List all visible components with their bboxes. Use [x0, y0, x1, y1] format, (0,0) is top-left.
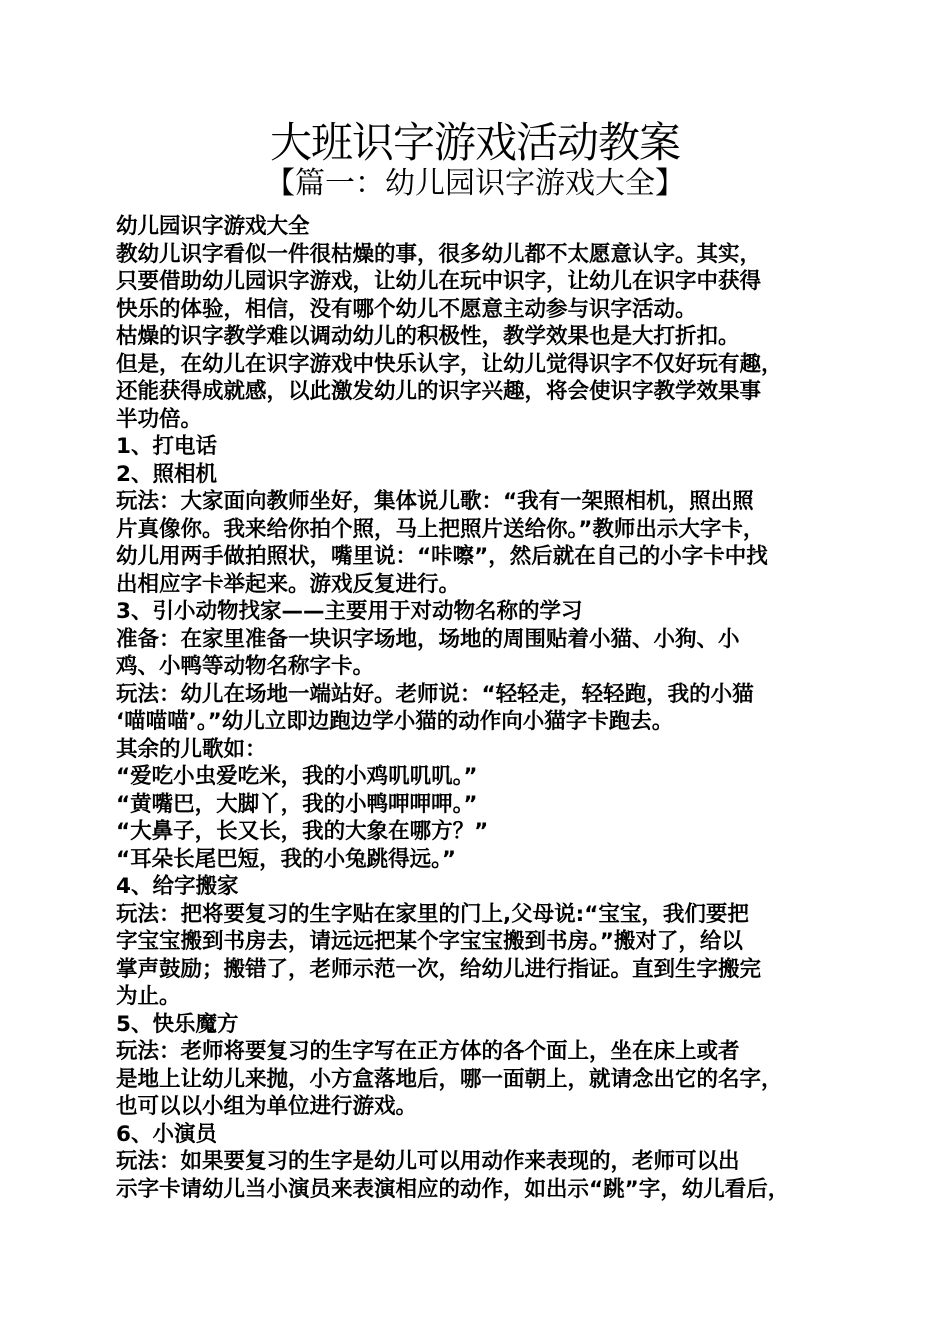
text-line: 出相应字卡举起来。游戏反复进行。: [116, 571, 461, 597]
text-line: 6、小演员: [116, 1121, 217, 1147]
text-line: 是地上让幼儿来抛，小方盒落地后，哪一面朝上，就请念出它的名字，: [116, 1066, 783, 1092]
text-line: 还能获得成就感，以此激发幼儿的识字兴趣，将会使识字教学效果事: [116, 379, 762, 404]
text-line: 为止。: [116, 984, 181, 1009]
document-body: [116, 213, 841, 1203]
text-line: 半功倍。: [116, 406, 203, 432]
text-line: 掌声鼓励；搬错了，老师示范一次，给幼儿进行指证。直到生字搬完: [116, 956, 762, 982]
text-line: 玩法：大家面向教师坐好，集体说儿歌：“我有一架照相机，照出照: [116, 489, 754, 514]
text-line: 幼儿园识字游戏大全: [116, 214, 310, 239]
text-line: 准备：在家里准备一块识字场地，场地的周围贴着小猫、小狗、小: [116, 626, 740, 652]
text-line: ‘喵喵喵’。”幼儿立即边跑边学小猫的动作向小猫字卡跑去。: [116, 709, 674, 734]
text-line: 幼儿用两手做拍照状，嘴里说：“咔嚓”，然后就在自己的小字卡中找: [116, 544, 768, 569]
text-line: “黄嘴巴，大脚丫，我的小鸭呷呷呷。”: [116, 791, 478, 817]
text-line: 玩法：老师将要复习的生字写在正方体的各个面上，坐在床上或者: [116, 1039, 740, 1064]
document-title: 大班识字游戏活动教案: [269, 118, 680, 167]
text-line: 鸡、小鸭等动物名称字卡。: [116, 654, 375, 679]
text-line: 3、引小动物找家——主要用于对动物名称的学习: [116, 599, 583, 624]
text-line: 4、给字搬家: [116, 874, 239, 899]
text-line: 玩法：幼儿在场地一端站好。老师说：“轻轻走，轻轻跑，我的小猫: [116, 681, 754, 707]
text-line: “耳朵长尾巴短，我的小兔跳得远。”: [116, 846, 457, 872]
text-line: 也可以以小组为单位进行游戏。: [116, 1094, 418, 1119]
text-line: 5、快乐魔方: [116, 1011, 239, 1037]
text-line: 片真像你。我来给你拍个照，马上把照片送给你。”教师出示大字卡，: [116, 516, 765, 542]
text-line: 枯燥的识字教学难以调动幼儿的积极性，教学效果也是大打折扣。: [116, 324, 740, 349]
text-line: 玩法：把将要复习的生字贴在家里的门上,父母说:“宝宝，我们要把: [116, 901, 749, 927]
text-line: 但是，在幼儿在识字游戏中快乐认字，让幼儿觉得识字不仅好玩有趣，: [116, 351, 783, 377]
text-line: 1、打电话: [116, 434, 217, 459]
text-line: 其余的儿歌如：: [116, 736, 267, 762]
text-line: “爱吃小虫爱吃米，我的小鸡叽叽叽。”: [116, 764, 478, 789]
text-line: 只要借助幼儿园识字游戏，让幼儿在玩中识字，让幼儿在识字中获得: [116, 269, 762, 294]
text-line: 玩法：如果要复习的生字是幼儿可以用动作来表现的，老师可以出: [116, 1149, 740, 1174]
text-line: 2、照相机: [116, 461, 217, 487]
text-line: 快乐的体验，相信，没有哪个幼儿不愿意主动参与识字活动。: [116, 296, 697, 322]
text-line: 字宝宝搬到书房去，请远远把某个字宝宝搬到书房。”搬对了，给以: [116, 929, 743, 954]
text-line: 教幼儿识字看似一件很枯燥的事，很多幼儿都不太愿意认字。其实，: [116, 241, 762, 267]
text-line: 示字卡请幼儿当小演员来表演相应的动作，如出示“跳”字，幼儿看后，: [116, 1176, 790, 1202]
document-subtitle: 【篇一：幼儿园识字游戏大全】: [265, 166, 685, 201]
text-line: “大鼻子，长又长，我的大象在哪方？”: [116, 819, 489, 844]
